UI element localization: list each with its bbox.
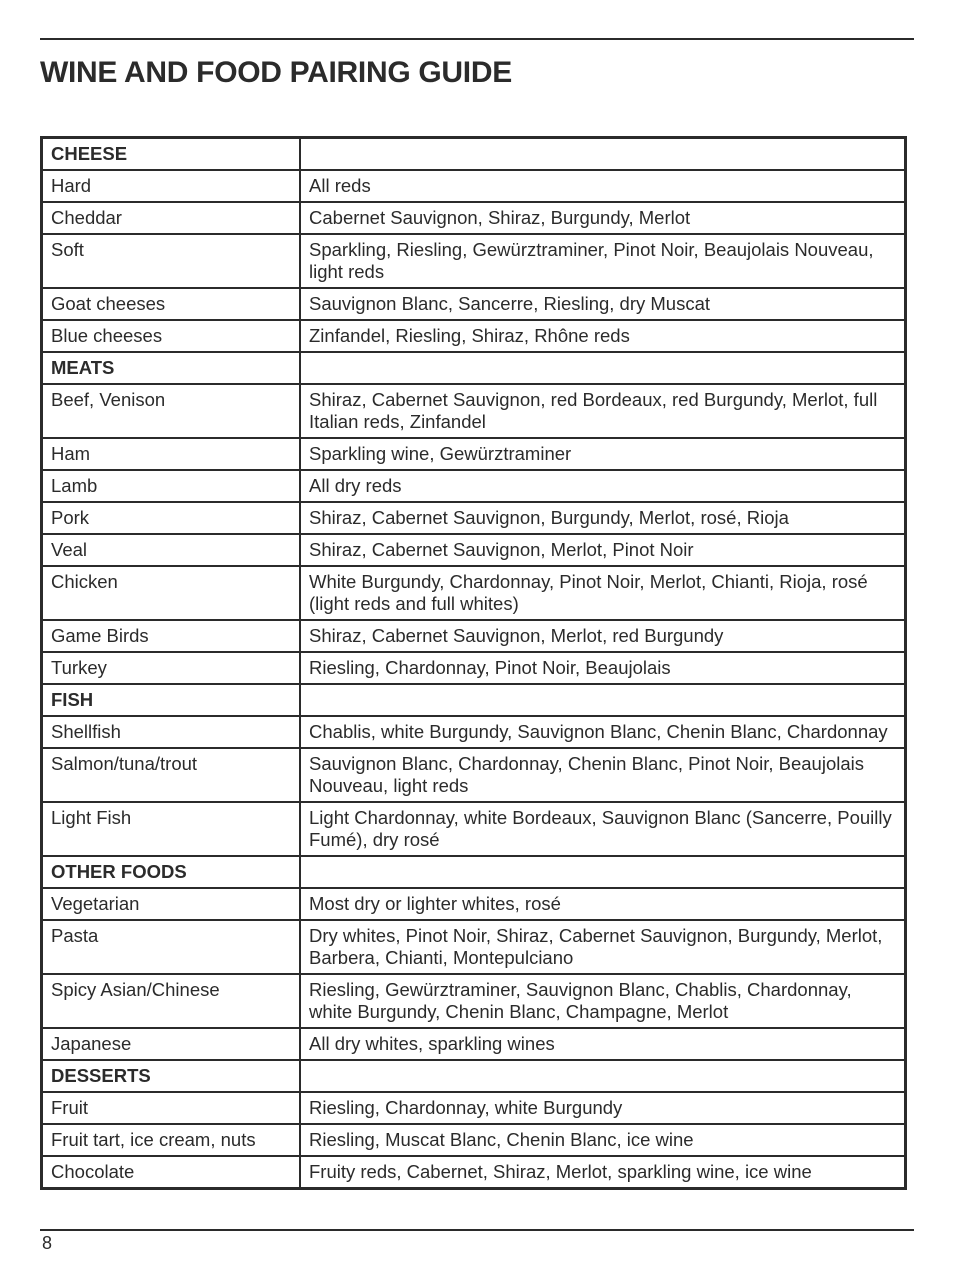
wine-cell: Shiraz, Cabernet Sauvignon, Merlot, Pinot Noir [300, 534, 906, 566]
wine-cell: Riesling, Chardonnay, Pinot Noir, Beaujolais [300, 652, 906, 684]
food-cell: Ham [42, 438, 301, 470]
table-row [42, 748, 906, 802]
food-cell: Veal [42, 534, 301, 566]
table-row [42, 470, 906, 502]
wine-cell: All dry whites, sparkling wines [300, 1028, 906, 1060]
food-cell: Spicy Asian/Chinese [42, 974, 301, 1028]
food-cell: Light Fish [42, 802, 301, 856]
table-row [42, 620, 906, 652]
table-row [42, 716, 906, 748]
wine-cell: Sparkling wine, Gewürztraminer [300, 438, 906, 470]
section-title: MEATS [42, 352, 301, 384]
wine-cell: Sauvignon Blanc, Chardonnay, Chenin Blanc, Pinot Noir, Beaujolais Nouveau, light reds [300, 748, 906, 802]
bottom-rule [40, 1229, 914, 1231]
table-row [42, 438, 906, 470]
wine-cell: All dry reds [300, 470, 906, 502]
table-row [42, 1092, 906, 1124]
food-cell: Blue cheeses [42, 320, 301, 352]
table-row [42, 888, 906, 920]
section-header-row [42, 684, 906, 716]
wine-cell: Cabernet Sauvignon, Shiraz, Burgundy, Merlot [300, 202, 906, 234]
food-cell: Pasta [42, 920, 301, 974]
wine-cell: Zinfandel, Riesling, Shiraz, Rhône reds [300, 320, 906, 352]
wine-cell: Riesling, Muscat Blanc, Chenin Blanc, ice wine [300, 1124, 906, 1156]
table-row [42, 1028, 906, 1060]
wine-cell: Shiraz, Cabernet Sauvignon, Burgundy, Merlot, rosé, Rioja [300, 502, 906, 534]
top-rule [40, 38, 914, 40]
wine-cell: Riesling, Gewürztraminer, Sauvignon Blanc, Chablis, Chardonnay, white Burgundy, Chenin Blanc, Champagne, Merlot [300, 974, 906, 1028]
section-title: FISH [42, 684, 301, 716]
table-row [42, 502, 906, 534]
table-row [42, 170, 906, 202]
wine-cell: Riesling, Chardonnay, white Burgundy [300, 1092, 906, 1124]
wine-cell: All reds [300, 170, 906, 202]
table-row [42, 384, 906, 438]
section-header-row [42, 1060, 906, 1092]
section-header-row [42, 138, 906, 171]
section-empty-cell [300, 352, 906, 384]
food-cell: Game Birds [42, 620, 301, 652]
table-row [42, 320, 906, 352]
food-cell: Fruit [42, 1092, 301, 1124]
wine-cell: Shiraz, Cabernet Sauvignon, red Bordeaux, red Burgundy, Merlot, full Italian reds, Zinfandel [300, 384, 906, 438]
wine-cell: Light Chardonnay, white Bordeaux, Sauvignon Blanc (Sancerre, Pouilly Fumé), dry rosé [300, 802, 906, 856]
food-cell: Pork [42, 502, 301, 534]
food-cell: Beef, Venison [42, 384, 301, 438]
wine-cell: Most dry or lighter whites, rosé [300, 888, 906, 920]
wine-cell: Dry whites, Pinot Noir, Shiraz, Cabernet Sauvignon, Burgundy, Merlot, Barbera, Chianti, Montepulciano [300, 920, 906, 974]
wine-cell: Chablis, white Burgundy, Sauvignon Blanc, Chenin Blanc, Chardonnay [300, 716, 906, 748]
table-row [42, 288, 906, 320]
section-header-row [42, 856, 906, 888]
section-empty-cell [300, 1060, 906, 1092]
table-row [42, 652, 906, 684]
table-row [42, 920, 906, 974]
table-row [42, 802, 906, 856]
food-cell: Lamb [42, 470, 301, 502]
wine-cell: White Burgundy, Chardonnay, Pinot Noir, Merlot, Chianti, Rioja, rosé (light reds and full whites) [300, 566, 906, 620]
food-cell: Vegetarian [42, 888, 301, 920]
wine-cell: Sauvignon Blanc, Sancerre, Riesling, dry Muscat [300, 288, 906, 320]
table-row [42, 974, 906, 1028]
wine-cell: Fruity reds, Cabernet, Shiraz, Merlot, sparkling wine, ice wine [300, 1156, 906, 1189]
table-row [42, 234, 906, 288]
wine-pairing-table [40, 136, 907, 1190]
food-cell: Soft [42, 234, 301, 288]
section-empty-cell [300, 684, 906, 716]
food-cell: Salmon/tuna/trout [42, 748, 301, 802]
table-row [42, 566, 906, 620]
table-row [42, 202, 906, 234]
food-cell: Goat cheeses [42, 288, 301, 320]
table-row [42, 1124, 906, 1156]
section-title: DESSERTS [42, 1060, 301, 1092]
wine-cell: Sparkling, Riesling, Gewürztraminer, Pinot Noir, Beaujolais Nouveau, light reds [300, 234, 906, 288]
section-title: OTHER FOODS [42, 856, 301, 888]
section-header-row [42, 352, 906, 384]
page-title: WINE AND FOOD PAIRING GUIDE [40, 56, 512, 89]
food-cell: Fruit tart, ice cream, nuts [42, 1124, 301, 1156]
food-cell: Cheddar [42, 202, 301, 234]
section-empty-cell [300, 138, 906, 171]
food-cell: Shellfish [42, 716, 301, 748]
section-title: CHEESE [42, 138, 301, 171]
food-cell: Chocolate [42, 1156, 301, 1189]
page-number: 8 [42, 1233, 53, 1253]
table-row [42, 1156, 906, 1189]
wine-cell: Shiraz, Cabernet Sauvignon, Merlot, red Burgundy [300, 620, 906, 652]
table-row [42, 534, 906, 566]
food-cell: Turkey [42, 652, 301, 684]
food-cell: Hard [42, 170, 301, 202]
pairing-table-body [42, 138, 906, 1189]
food-cell: Chicken [42, 566, 301, 620]
food-cell: Japanese [42, 1028, 301, 1060]
section-empty-cell [300, 856, 906, 888]
